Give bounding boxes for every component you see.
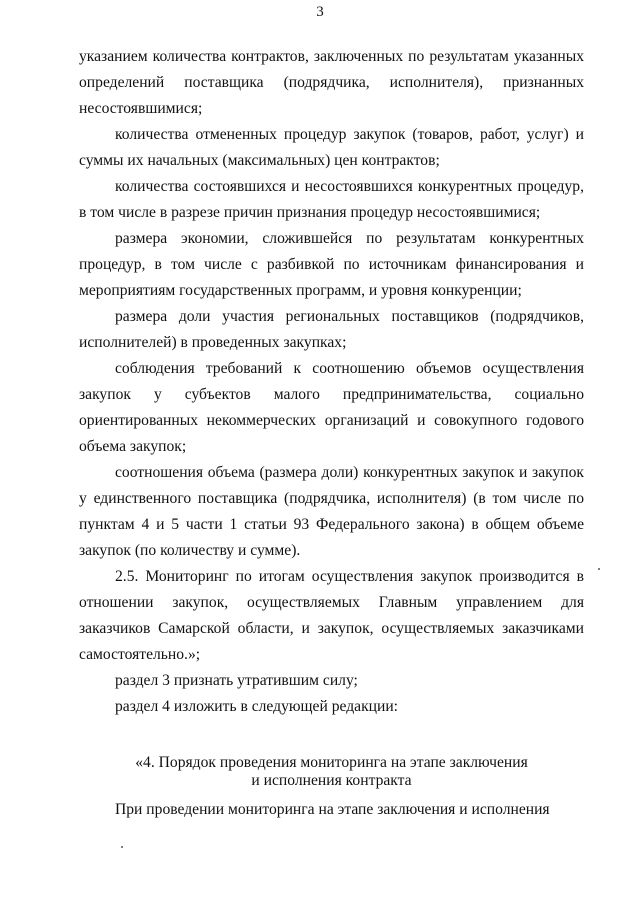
last-paragraph: При проведении мониторинга на этапе заключения и исполнения — [115, 801, 550, 818]
paragraph-6: соблюдения требований к соотношению объемов осуществления закупок у субъектов малого предпринимательства, социально ориентированных некоммерческих организаций и совокупного годового объема закупок; — [79, 360, 584, 455]
scan-speck — [121, 846, 123, 848]
paragraph-7: соотношения объема (размера доли) конкурентных закупок и закупок у единственного поставщика (подрядчика, исполнителя) (в том числе по пунктам 4 и 5 части 1 статьи 93 Федерального закона) в общем объеме закупок (по количеству и сумме). — [79, 464, 584, 559]
heading-line-2: и исполнения контракта — [251, 772, 412, 789]
paragraph-5: размера доли участия региональных поставщиков (подрядчиков, исполнителей) в проведенных закупках; — [79, 308, 584, 351]
text-block-top — [79, 44, 584, 720]
scan-speck — [598, 568, 600, 570]
page-number: 3 — [316, 4, 324, 20]
paragraph-3: количества состоявшихся и несостоявшихся конкурентных процедур, в том числе в разрезе причин признания процедур несостоявшимися; — [79, 178, 584, 221]
text-block-bottom — [79, 797, 584, 823]
paragraph-4: размера экономии, сложившейся по результатам конкурентных процедур, в том числе с разбивкой по источникам финансирования и мероприятиям государственных программ, и уровня конкуренции; — [79, 230, 584, 299]
paragraph-1: указанием количества контрактов, заключенных по результатам указанных определений поставщика (подрядчика, исполнителя), признанных несостоявшимися; — [79, 48, 584, 117]
paragraph-8: 2.5. Мониторинг по итогам осуществления закупок производится в отношении закупок, осуществляемых Главным управлением для заказчиков Самарской области, и закупок, осуществляемых заказчиками самостоятельно.»; — [79, 568, 584, 663]
section-heading — [79, 754, 584, 790]
paragraph-10: раздел 4 изложить в следующей редакции: — [115, 698, 399, 715]
heading-line-1: «4. Порядок проведения мониторинга на этапе заключения — [135, 754, 528, 771]
paragraph-9: раздел 3 признать утратившим силу; — [115, 672, 358, 689]
paragraph-2: количества отмененных процедур закупок (товаров, работ, услуг) и суммы их начальных (максимальных) цен контрактов; — [79, 126, 584, 169]
